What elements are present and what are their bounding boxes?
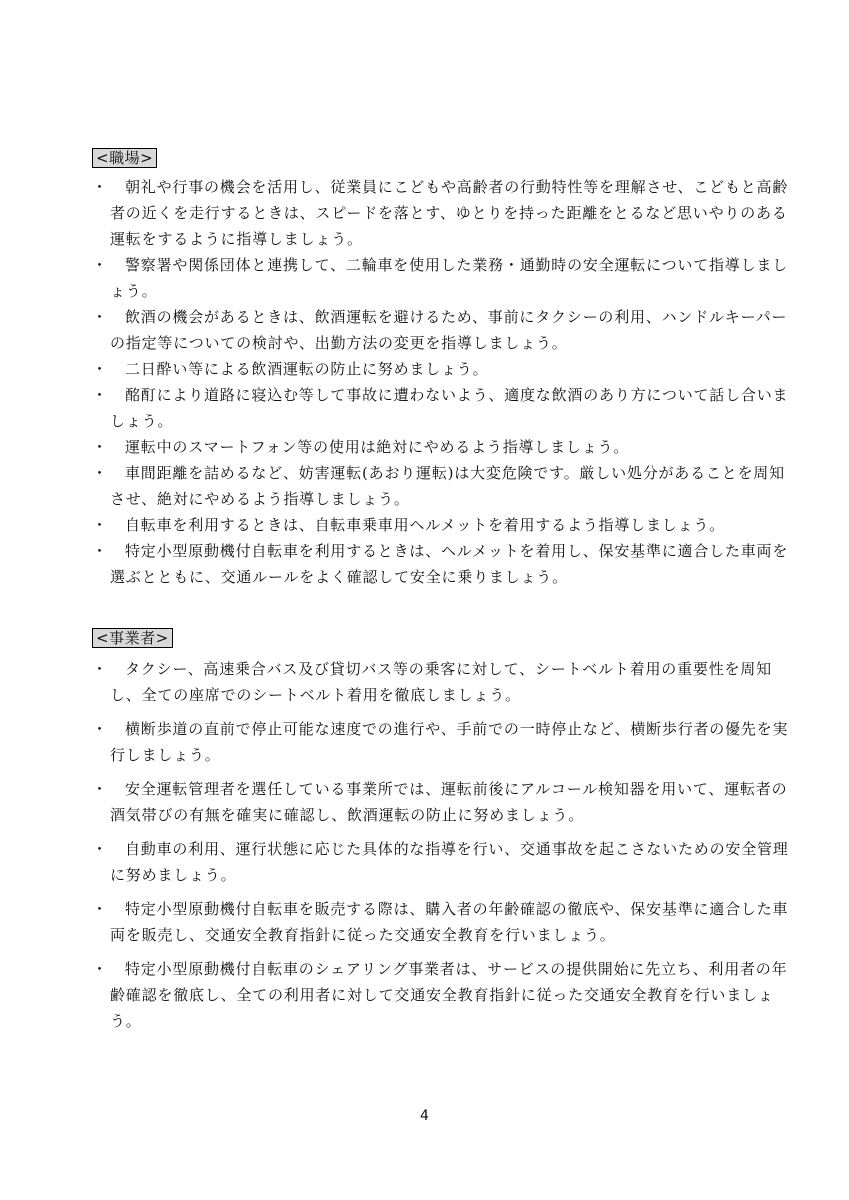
- bullet: ・: [92, 178, 108, 196]
- bullet: ・: [92, 360, 108, 378]
- list-item: [90, 538, 790, 590]
- list-item: [90, 174, 790, 252]
- bullet: ・: [92, 900, 108, 918]
- list-item-text: 朝礼や行事の機会を活用し、従業員にこどもや高齢者の行動特性等を理解させ、こどもと高齢者の近くを走行するときは、スピードを落とす、ゆとりを持った距離をとるなど思いやりのある運転をするように指導しましょう。: [110, 178, 789, 248]
- list-item-text: 特定小型原動機付自転車のシェアリング事業者は、サービスの提供開始に先立ち、利用者の年齢確認を徹底し、全ての利用者に対して交通安全教育指針に従った交通安全教育を行いましょう。: [110, 960, 788, 1030]
- list-item-text: 運転中のスマートフォン等の使用は絶対にやめるよう指導しましょう。: [125, 438, 630, 456]
- bullet: ・: [92, 438, 108, 456]
- list-item-text: 警察署や関係団体と連携して、二輪車を使用した業務・通勤時の安全運転について指導しましょう。: [110, 256, 789, 300]
- list-item-text: 自動車の利用、運行状態に応じた具体的な指導を行い、交通事故を起こさないための安全管理に努めましょう。: [110, 840, 789, 884]
- bullet: ・: [92, 516, 108, 534]
- list-item: [90, 356, 790, 382]
- list-item: [90, 512, 790, 538]
- bullet: ・: [92, 542, 108, 560]
- list-item: [90, 382, 790, 434]
- bullet: ・: [92, 256, 108, 274]
- bullet: ・: [92, 464, 108, 482]
- list-item: [90, 656, 790, 708]
- list-item-text: 自転車を利用するときは、自転車乗車用ヘルメットを着用するよう指導しましょう。: [125, 516, 725, 534]
- list-item-text: タクシー、高速乗合バス及び貸切バス等の乗客に対して、シートベルト着用の重要性を周知し、全ての座席でのシートベルト着用を徹底しましょう。: [110, 660, 772, 704]
- list-item: [90, 836, 790, 888]
- page-number: 4: [420, 1108, 429, 1124]
- section-workplace: [90, 148, 790, 590]
- bullet: ・: [92, 720, 108, 738]
- section-heading-operator: <事業者>: [92, 628, 173, 648]
- list-item: [90, 716, 790, 768]
- bullet: ・: [92, 308, 108, 326]
- list-item: [90, 776, 790, 828]
- list-item: [90, 434, 790, 460]
- list-item-text: 安全運転管理者を選任している事業所では、運転前後にアルコール検知器を用いて、運転者の酒気帯びの有無を確実に確認し、飲酒運転の防止に努めましょう。: [110, 780, 788, 824]
- list-item-text: 車間距離を詰めるなど、妨害運転(あおり運転)は大変危険です。厳しい処分があることを周知させ、絶対にやめるよう指導しましょう。: [110, 464, 785, 508]
- list-item: [90, 460, 790, 512]
- bullet: ・: [92, 780, 108, 798]
- list-item: [90, 956, 790, 1034]
- list-item-text: 飲酒の機会があるときは、飲酒運転を避けるため、事前にタクシーの利用、ハンドルキーパーの指定等についての検討や、出勤方法の変更を指導しましょう。: [110, 308, 788, 352]
- list-item: [90, 896, 790, 948]
- bullet: ・: [92, 386, 108, 404]
- bullet: ・: [92, 960, 108, 978]
- bullet: ・: [92, 660, 108, 678]
- list-item-text: 二日酔い等による飲酒運転の防止に努めましょう。: [125, 360, 489, 378]
- section-operator: [90, 628, 790, 1042]
- list-item-text: 横断歩道の直前で停止可能な速度での進行や、手前での一時停止など、横断歩行者の優先を実行しましょう。: [110, 720, 789, 764]
- list-item-text: 特定小型原動機付自転車を販売する際は、購入者の年齢確認の徹底や、保安基準に適合した車両を販売し、交通安全教育指針に従った交通安全教育を行いましょう。: [110, 900, 789, 944]
- bullet: ・: [92, 840, 108, 858]
- list-item: [90, 252, 790, 304]
- section-heading-workplace: <職場>: [92, 148, 157, 168]
- list-item-text: 酩酊により道路に寝込む等して事故に遭わないよう、適度な飲酒のあり方について話し合いましょう。: [110, 386, 789, 430]
- list-item: [90, 304, 790, 356]
- list-item-text: 特定小型原動機付自転車を利用するときは、ヘルメットを着用し、保安基準に適合した車両を選ぶとともに、交通ルールをよく確認して安全に乗りましょう。: [110, 542, 789, 586]
- operator-list: [90, 656, 790, 1034]
- workplace-list: [90, 174, 790, 590]
